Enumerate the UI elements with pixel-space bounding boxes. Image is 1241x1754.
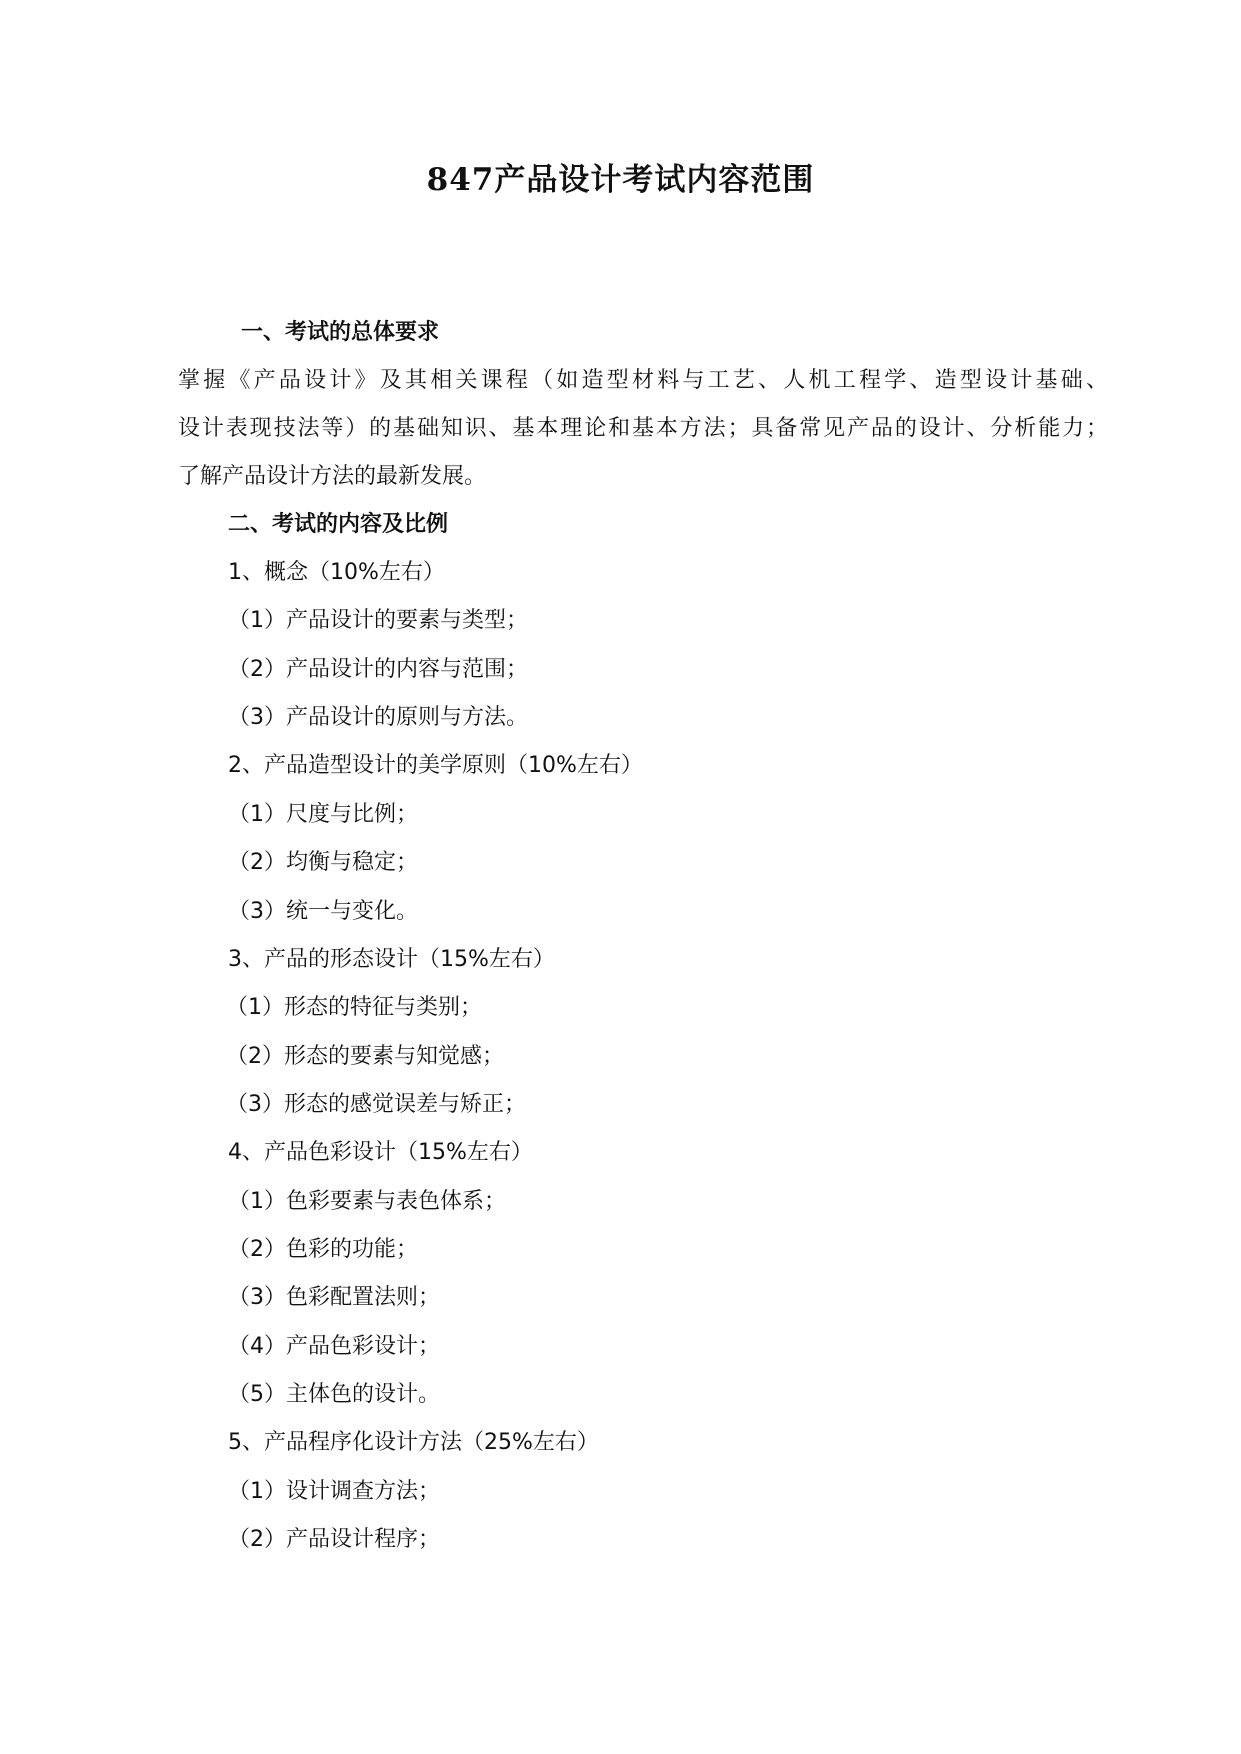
- topic-title: 5、产品程序化设计方法（25%左右）: [228, 1430, 599, 1455]
- list-item: （3）统一与变化。: [228, 899, 418, 924]
- list-item: （2）产品设计的内容与范围；: [228, 657, 528, 682]
- topic-title: 2、产品造型设计的美学原则（10%左右）: [228, 753, 643, 778]
- section-heading-content-and-ratio: 二、考试的内容及比例: [228, 512, 449, 537]
- list-item: （2）形态的要素与知觉感；: [226, 1044, 504, 1069]
- list-item: （3）色彩配置法则；: [228, 1285, 440, 1310]
- list-item: （3）产品设计的原则与方法。: [228, 705, 528, 730]
- list-item: （3）形态的感觉误差与矫正；: [226, 1092, 526, 1117]
- list-item: （1）设计调查方法；: [228, 1479, 440, 1504]
- list-item: （5）主体色的设计。: [228, 1382, 440, 1407]
- list-item: （2）色彩的功能；: [228, 1237, 418, 1262]
- paragraph-line: 掌握《产品设计》及其相关课程（如造型材料与工艺、人机工程学、造型设计基础、: [178, 368, 1108, 393]
- topic-title: 1、概念（10%左右）: [228, 560, 445, 585]
- list-item: （4）产品色彩设计；: [228, 1334, 440, 1359]
- list-item: （1）色彩要素与表色体系；: [228, 1189, 506, 1214]
- list-item: （1）产品设计的要素与类型；: [228, 608, 528, 633]
- paragraph-line: 了解产品设计方法的最新发展。: [178, 464, 487, 489]
- section-heading-general-requirements: 一、考试的总体要求: [241, 320, 440, 345]
- document-title: 847产品设计考试内容范围: [426, 162, 815, 198]
- topic-title: 3、产品的形态设计（15%左右）: [228, 947, 555, 972]
- paragraph-line: 设计表现技法等）的基础知识、基本理论和基本方法；具备常见产品的设计、分析能力；: [178, 416, 1108, 441]
- list-item: （2）均衡与稳定；: [228, 850, 418, 875]
- list-item: （1）尺度与比例；: [228, 802, 418, 827]
- topic-title: 4、产品色彩设计（15%左右）: [228, 1140, 533, 1165]
- list-item: （1）形态的特征与类别；: [226, 995, 482, 1020]
- list-item: （2）产品设计程序；: [228, 1527, 440, 1552]
